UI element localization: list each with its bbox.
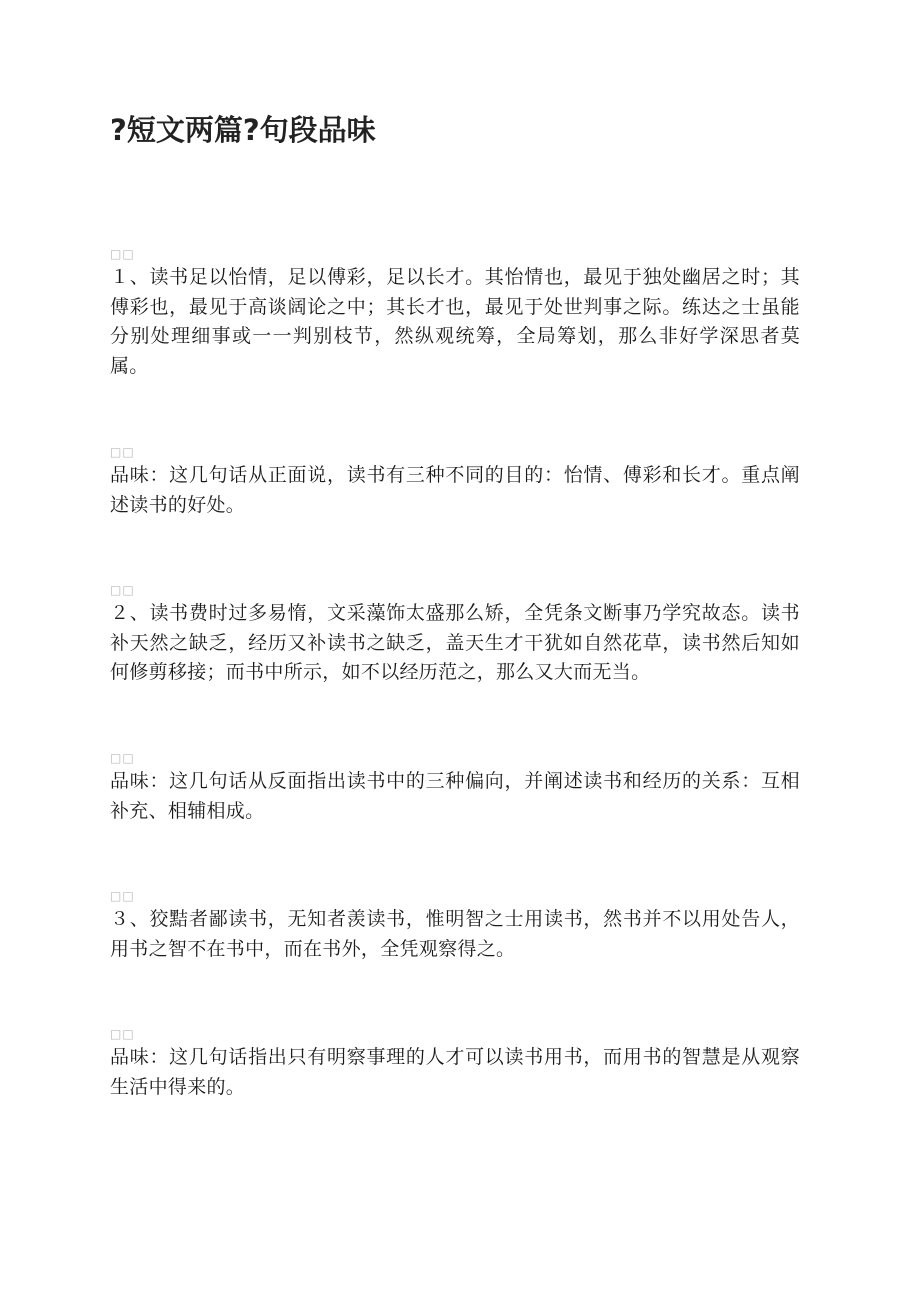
paragraph-block-1: [110, 245, 800, 381]
placeholder-marker: □□: [110, 583, 135, 597]
page-title: ?短文两篇?句段品味: [110, 113, 376, 147]
placeholder-marker: □□: [110, 751, 135, 765]
paragraph-text: 品味：这几句话指出只有明察事理的人才可以读书用书，而用书的智慧是从观察生活中得来的。: [110, 1046, 800, 1098]
paragraph-text: ２、读书费时过多易惰，文采藻饰太盛那么矫，全凭条文断事乃学究故态。读书补天然之缺乏，经历又补读书之缺乏，盖天生才干犹如自然花草，读书然后知如何修剪移接；而书中所示，如不以经历范之，那么又大而无当。: [110, 602, 800, 683]
placeholder-marker: □□: [110, 445, 135, 459]
paragraph-text: 品味：这几句话从正面说，读书有三种不同的目的：怡情、傅彩和长才。重点阐述读书的好处。: [110, 464, 800, 516]
paragraph-block-6: [110, 1025, 800, 1102]
placeholder-marker: □□: [110, 889, 135, 903]
placeholder-marker: □□: [110, 1027, 135, 1041]
paragraph-block-2: [110, 443, 800, 520]
paragraph-text: １、读书足以怡情，足以傅彩，足以长才。其怡情也，最见于独处幽居之时；其傅彩也，最见于高谈阔论之中；其长才也，最见于处世判事之际。练达之士虽能分别处理细事或一一判别枝节，然纵观统筹，全局筹划，那么非好学深思者莫属。: [110, 266, 800, 377]
paragraph-block-4: [110, 749, 800, 826]
placeholder-marker: □□: [110, 247, 135, 261]
paragraph-block-5: [110, 887, 800, 964]
paragraph-block-3: [110, 581, 800, 688]
paragraph-text: 品味：这几句话从反面指出读书中的三种偏向，并阐述读书和经历的关系：互相补充、相辅相成。: [110, 770, 800, 822]
paragraph-text: ３、狡黠者鄙读书，无知者羡读书，惟明智之士用读书，然书并不以用处告人，用书之智不在书中，而在书外，全凭观察得之。: [110, 908, 800, 960]
